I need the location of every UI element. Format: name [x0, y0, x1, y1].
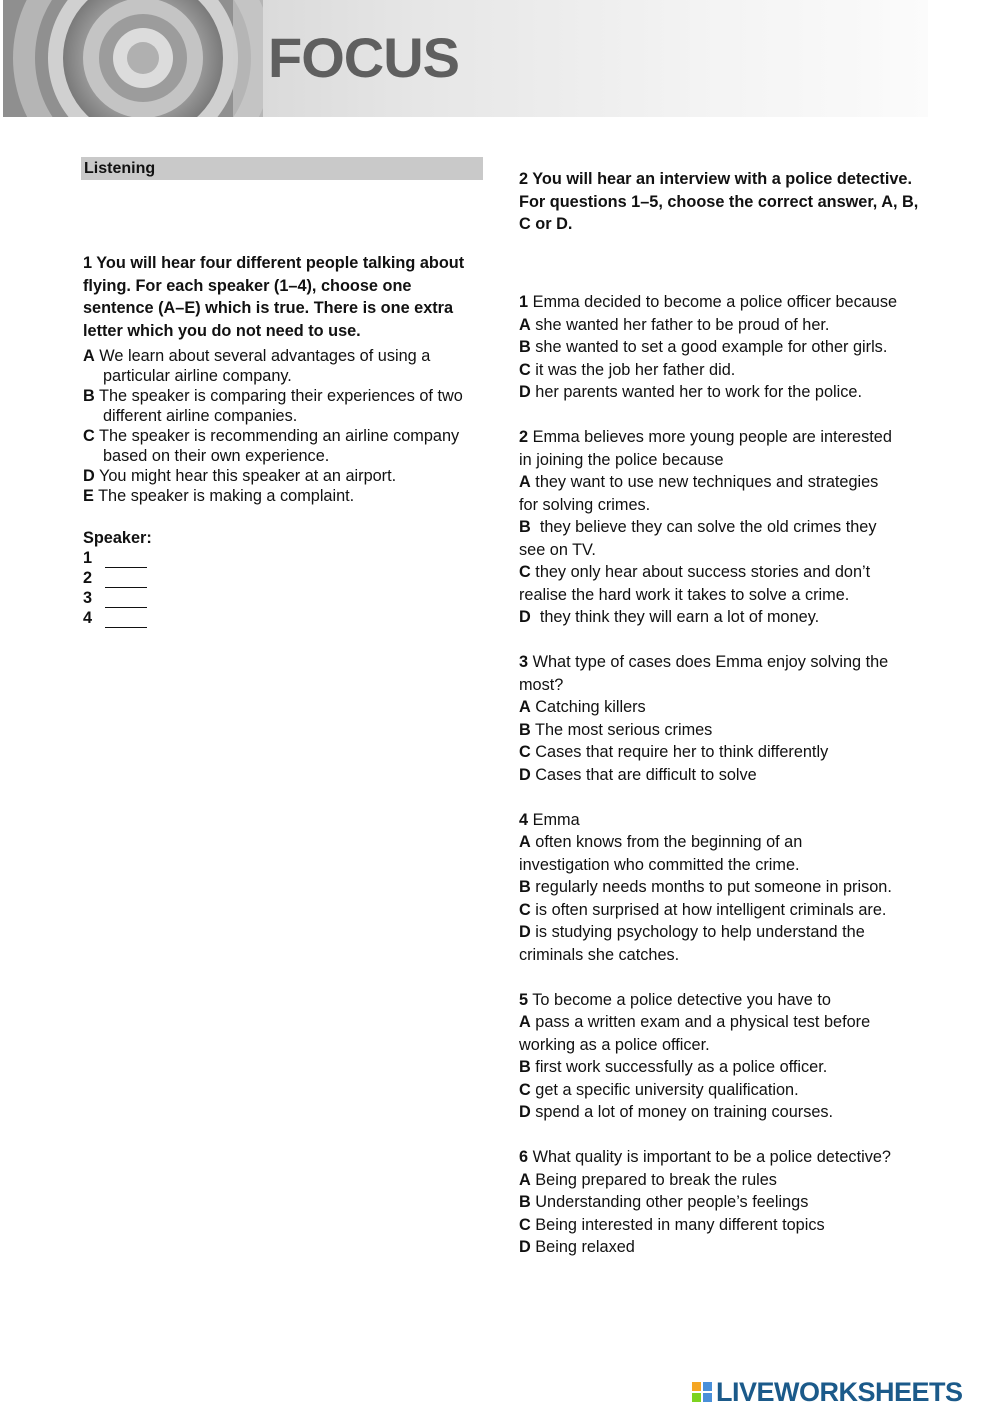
item-text: it was the job her father did.	[530, 360, 736, 379]
instruction-line: 2 You will hear an interview with a police detective.	[519, 170, 912, 188]
answer-line	[519, 876, 919, 899]
item-text: her parents wanted her to work for the police.	[530, 383, 862, 401]
answer-line	[519, 516, 919, 539]
item-text: for solving crimes.	[519, 495, 651, 514]
answer-line	[519, 1079, 919, 1102]
answer-line	[519, 471, 919, 494]
answer-line	[519, 899, 919, 922]
item-letter: D	[519, 608, 531, 626]
answer-line	[519, 719, 919, 742]
item-text: Cases that are difficult to solve	[530, 765, 757, 784]
speaker-number: 4	[83, 609, 93, 627]
speaker-row	[83, 548, 152, 568]
speaker-rows	[83, 548, 152, 628]
answer-line	[519, 606, 919, 629]
speaker-answers	[83, 528, 152, 628]
answer-line	[519, 1236, 919, 1259]
speaker-label: Speaker:	[83, 529, 152, 547]
speaker-row	[83, 608, 152, 628]
option-e	[83, 486, 483, 506]
item-letter: C	[519, 360, 531, 379]
exercise-2-instruction	[519, 168, 919, 236]
option-a	[83, 346, 483, 386]
item-text: To become a police detective you have to	[528, 990, 831, 1009]
speaker-number: 1	[83, 549, 93, 567]
answer-line	[519, 674, 919, 697]
item-letter: B	[519, 878, 531, 896]
question-4	[519, 809, 919, 967]
question-5	[519, 989, 919, 1124]
answer-line	[519, 314, 919, 337]
item-letter: 3	[519, 653, 529, 671]
answer-line	[519, 921, 919, 944]
item-text: they only hear about success stories and don’t	[530, 563, 871, 581]
item-text: Emma	[528, 810, 580, 829]
logo-grid-icon	[692, 1382, 712, 1402]
answer-line	[519, 584, 919, 607]
option-d	[83, 466, 483, 486]
section-label: Listening	[84, 160, 156, 177]
item-letter: 5	[519, 990, 529, 1009]
item-text: she wanted to set a good example for other girls.	[530, 338, 888, 356]
item-text: pass a written exam and a physical test before	[530, 1013, 871, 1031]
item-text: working as a police officer.	[519, 1035, 710, 1054]
item-text: Cases that require her to think differently	[530, 743, 829, 761]
item-letter: B	[519, 1193, 531, 1211]
answer-line	[519, 831, 919, 854]
answer-blank[interactable]	[105, 613, 147, 628]
option-letter: A	[83, 347, 95, 365]
item-letter: A	[519, 1170, 531, 1189]
answer-line	[519, 359, 919, 382]
item-text: Being prepared to break the rules	[530, 1170, 777, 1189]
answer-blank[interactable]	[105, 553, 147, 568]
item-text: What type of cases does Emma enjoy solving the	[528, 653, 889, 671]
question-6	[519, 1146, 919, 1259]
option-text: The speaker is comparing their experiences of two	[99, 387, 463, 405]
option-letter: B	[83, 387, 95, 405]
item-letter: 2	[519, 428, 529, 446]
instruction-line: C or D.	[519, 215, 573, 233]
item-text: investigation who committed the crime.	[519, 855, 800, 874]
item-letter: C	[519, 563, 531, 581]
option-text: We learn about several advantages of using a	[99, 347, 431, 365]
header-banner	[3, 0, 928, 117]
answer-line	[519, 336, 919, 359]
item-letter: 6	[519, 1148, 529, 1166]
option-b	[83, 386, 483, 426]
item-text: Being relaxed	[530, 1238, 635, 1256]
option-text-continued: different airline companies.	[103, 407, 298, 425]
item-text: Understanding other people’s feelings	[530, 1193, 809, 1211]
option-text-continued: based on their own experience.	[103, 447, 330, 465]
answer-line	[519, 1056, 919, 1079]
answer-line	[519, 696, 919, 719]
item-text: see on TV.	[519, 540, 596, 559]
answer-line	[519, 494, 919, 517]
item-text: The most serious crimes	[530, 720, 713, 739]
question-stem	[519, 1146, 919, 1169]
question-stem	[519, 809, 919, 832]
item-letter: B	[519, 1058, 531, 1076]
item-text: is studying psychology to help understand the	[530, 923, 865, 941]
item-letter: B	[519, 518, 531, 536]
option-text: The speaker is making a complaint.	[98, 487, 355, 505]
item-letter: D	[519, 383, 531, 401]
item-letter: D	[519, 923, 531, 941]
item-letter: B	[519, 338, 531, 356]
item-letter: B	[519, 720, 531, 739]
answer-line	[519, 741, 919, 764]
item-letter: A	[519, 698, 531, 716]
answer-line	[519, 1169, 919, 1192]
answer-line	[519, 764, 919, 787]
answer-line	[519, 1101, 919, 1124]
item-letter: D	[519, 765, 531, 784]
item-text: first work successfully as a police officer.	[530, 1058, 828, 1076]
item-text: What quality is important to be a police detective?	[528, 1148, 891, 1166]
item-letter: C	[519, 743, 531, 761]
logo-text: LIVEWORKSHEETS	[716, 1376, 963, 1407]
item-text: regularly needs months to put someone in prison.	[530, 878, 892, 896]
item-text: most?	[519, 675, 564, 694]
item-text: often knows from the beginning of an	[530, 833, 803, 851]
item-text: criminals she catches.	[519, 945, 680, 964]
item-letter: D	[519, 1103, 531, 1121]
item-text: Emma decided to become a police officer because	[528, 293, 898, 311]
question-stem	[519, 291, 919, 314]
option-c	[83, 426, 483, 466]
answer-blank[interactable]	[105, 593, 147, 608]
section-header-bar	[81, 157, 483, 180]
exercise-1-instruction: 1 You will hear four different people talking about flying. For each speaker (1–4), choose one sentence (A–E) which is true. There is one extra letter which you do not need to use.	[83, 254, 465, 340]
liveworksheets-logo	[692, 1372, 963, 1412]
item-letter: 4	[519, 810, 529, 829]
answer-line	[519, 381, 919, 404]
question-2	[519, 426, 919, 629]
item-text: in joining the police because	[519, 450, 724, 469]
item-text: spend a lot of money on training courses.	[530, 1103, 834, 1121]
question-3	[519, 651, 919, 786]
option-text-continued: particular airline company.	[103, 367, 292, 385]
option-letter: C	[83, 427, 95, 445]
item-letter: 1	[519, 293, 529, 311]
answer-line	[519, 944, 919, 967]
answer-line	[519, 449, 919, 472]
item-text: get a specific university qualification.	[530, 1080, 799, 1099]
exercise-1	[83, 252, 483, 506]
item-text: Catching killers	[530, 698, 646, 716]
item-text: she wanted her father to be proud of her.	[530, 315, 830, 334]
question-stem	[519, 989, 919, 1012]
item-text: realise the hard work it takes to solve a crime.	[519, 585, 850, 604]
speaker-row	[83, 568, 152, 588]
item-text: they believe they can solve the old crimes they	[530, 518, 877, 536]
exercise-2-questions	[519, 291, 919, 1281]
answer-line	[519, 1191, 919, 1214]
item-letter: C	[519, 1215, 531, 1234]
question-1	[519, 291, 919, 404]
answer-line	[519, 854, 919, 877]
exercise-1-options	[83, 346, 483, 506]
speaker-number: 3	[83, 589, 93, 607]
item-letter: D	[519, 1238, 531, 1256]
answer-line	[519, 561, 919, 584]
page-title: FOCUS	[268, 26, 459, 89]
item-text: Emma believes more young people are interested	[528, 428, 892, 446]
question-stem	[519, 651, 919, 674]
option-letter: D	[83, 467, 95, 485]
answer-line	[519, 539, 919, 562]
item-text: they want to use new techniques and strategies	[530, 473, 879, 491]
option-letter: E	[83, 487, 94, 505]
item-text: they think they will earn a lot of money.	[530, 608, 820, 626]
item-letter: A	[519, 1013, 531, 1031]
item-letter: A	[519, 473, 531, 491]
item-text: Being interested in many different topics	[530, 1215, 825, 1234]
instruction-line: For questions 1–5, choose the correct answer, A, B,	[519, 192, 919, 211]
answer-line	[519, 1011, 919, 1034]
answer-line	[519, 1214, 919, 1237]
lens-graphic-icon	[3, 0, 263, 117]
item-letter: C	[519, 1080, 531, 1099]
item-letter: A	[519, 315, 531, 334]
item-letter: A	[519, 833, 531, 851]
answer-line	[519, 1034, 919, 1057]
speaker-row	[83, 588, 152, 608]
option-text: The speaker is recommending an airline company	[99, 427, 460, 445]
answer-blank[interactable]	[105, 573, 147, 588]
question-stem	[519, 426, 919, 449]
item-letter: C	[519, 900, 531, 919]
speaker-number: 2	[83, 569, 93, 587]
option-text: You might hear this speaker at an airport.	[99, 467, 397, 485]
item-text: is often surprised at how intelligent criminals are.	[530, 900, 887, 919]
